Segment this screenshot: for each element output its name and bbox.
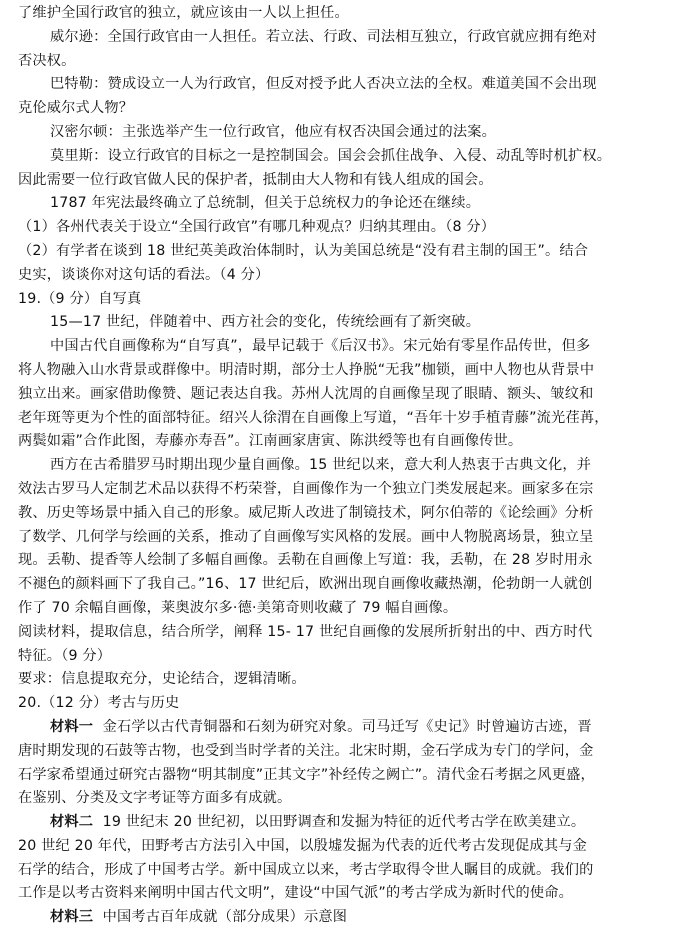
text-line xyxy=(18,311,686,335)
text-content: 工作是以考古资料来阐明中国古代文明”，建设“中国气派”的考古学成为新时代的使命。 xyxy=(18,885,573,902)
text-line xyxy=(18,526,686,550)
text-content: 20 世纪 20 年代，田野考古方法引入中国，以殷墟发掘为代表的近代考古发现促成其与金 xyxy=(18,837,587,854)
text-content: 两鬓如霜”合作此图，寿藤亦寿吾”。江南画家唐寅、陈洪绶等也有自画像传世。 xyxy=(18,433,523,450)
text-line xyxy=(18,383,686,407)
text-line xyxy=(18,2,686,26)
text-content: （1）各州代表关于设立“全国行政官”有哪几种观点？归纳其理由。（8 分） xyxy=(18,219,496,236)
text-content: 作了 70 余幅自画像，莱奥波尔多·德·美第奇则收藏了 79 幅自画像。 xyxy=(18,599,458,616)
text-line xyxy=(18,169,686,193)
text-line xyxy=(18,835,686,859)
text-content: 史实，谈谈你对这句话的看法。（4 分） xyxy=(18,266,270,283)
text-line xyxy=(18,811,686,835)
text-line xyxy=(18,359,686,383)
text-content: 因此需要一位行政官做人民的保护者，抵制由大人物和有钱人组成的国会。 xyxy=(18,171,493,188)
text-line xyxy=(18,50,686,74)
text-line xyxy=(18,692,686,716)
text-content: 要求：信息提取充分，史论结合，逻辑清晰。 xyxy=(18,671,306,688)
text-line xyxy=(18,764,686,788)
text-line xyxy=(18,192,686,216)
text-content: 中国考古百年成就（部分成果）示意图 xyxy=(93,909,348,926)
text-content: 阅读材料，提取信息，结合所学，阐释 15- 17 世纪自画像的发展所折射出的中、西方时代 xyxy=(18,623,593,640)
text-content: 特征。（9 分） xyxy=(18,647,112,664)
text-line xyxy=(18,26,686,50)
text-line xyxy=(18,740,686,764)
text-content: 15—17 世纪，伴随着中、西方社会的变化，传统绘画有了新突破。 xyxy=(50,314,481,331)
text-content: 石学的结合，形成了中国考古学。新中国成立以来，考古学取得令世人瞩目的成就。我们的 xyxy=(18,861,594,878)
text-content: 1787 年宪法最终确立了总统制，但关于总统权力的争论还在继续。 xyxy=(50,195,481,212)
material-label: 材料一 xyxy=(50,718,94,735)
material-label: 材料三 xyxy=(50,909,94,926)
text-line xyxy=(18,668,686,692)
text-content: 独立出来。画家借助像赞、题记表达自我。苏州人沈周的自画像呈现了眼睛、额头、皱纹和 xyxy=(18,385,594,402)
text-content: 效法古罗马人定制艺术品以获得不朽荣誉，自画像作为一个独立门类发展起来。画家多在宗 xyxy=(18,480,594,497)
text-line xyxy=(18,716,686,740)
text-content: 威尔逊：全国行政官由一人担任。若立法、行政、司法相互独立，行政官就应拥有绝对 xyxy=(50,28,597,45)
text-content: 中国古代自画像称为“自写真”，最早记载于《后汉书》。宋元始有零星作品传世，但多 xyxy=(50,338,591,355)
text-content: 了数学、几何学与绘画的关系，推动了自画像写实风格的发展。画中人物脱离场景，独立呈 xyxy=(18,528,594,545)
text-content: （2）有学者在谈到 18 世纪英美政治体制时，认为美国总统是“没有君主制的国王”。结合 xyxy=(18,242,589,259)
text-content: 了维护全国行政官的独立，就应该由一人以上担任。 xyxy=(18,5,349,21)
text-content: 金石学以古代青铜器和石刻为研究对象。司马迁写《史记》时曾遍访古迹，晋 xyxy=(93,718,592,735)
text-content: 现。丢勒、提香等人绘制了多幅自画像。丢勒在自画像上写道：我，丢勒，在 28 岁时用永 xyxy=(18,552,593,569)
text-content: 20.（12 分）考古与历史 xyxy=(18,695,180,712)
text-content: 克伦威尔式人物？ xyxy=(18,100,134,117)
text-line xyxy=(18,859,686,883)
text-line xyxy=(18,335,686,359)
text-line xyxy=(18,621,686,645)
text-line xyxy=(18,288,686,312)
text-content: 19.（9 分）自写真 xyxy=(18,290,142,307)
text-line xyxy=(18,145,686,169)
text-line xyxy=(18,216,686,240)
text-content: 唐时期发现的石鼓等古物，也受到当时学者的关注。北宋时期，金石学成为专门的学问，金 xyxy=(18,742,594,759)
text-line xyxy=(18,787,686,811)
text-content: 在鉴别、分类及文字考证等方面多有成就。 xyxy=(18,790,292,807)
text-line xyxy=(18,430,686,454)
text-line xyxy=(18,645,686,669)
text-line xyxy=(18,502,686,526)
text-content: 19 世纪末 20 世纪初，以田野调查和发掘为特征的近代考古学在欧美建立。 xyxy=(93,814,586,831)
text-line xyxy=(18,121,686,145)
text-content: 将人物融入山水背景或群像中。明清时期，部分士人挣脱“无我”枷锁，画中人物也从背景中 xyxy=(18,361,595,378)
text-content: 教、历史等场景中插入自己的形象。威尼斯人改进了制镜技术，阿尔伯蒂的《论绘画》分析 xyxy=(18,504,594,521)
text-line xyxy=(18,549,686,573)
text-content: 不褪色的颜料画下了我自己。”16、17 世纪后，欧洲出现自画像收藏热潮，伦勃朗一人就创 xyxy=(18,576,593,593)
text-line xyxy=(18,597,686,621)
text-line xyxy=(18,454,686,478)
material-label: 材料二 xyxy=(50,814,94,831)
text-content: 西方在古希腊罗马时期出现少量自画像。15 世纪以来，意大利人热衷于古典文化，并 xyxy=(50,457,592,474)
text-content: 莫里斯：设立行政官的目标之一是控制国会。国会会抓住战争、入侵、动乱等时机扩权。 xyxy=(50,147,612,164)
text-content: 石学家希望通过研究古器物“明其制度”正其文字”补经传之阙亡”。清代金石考据之风更盛， xyxy=(18,766,595,783)
text-line xyxy=(18,407,686,431)
text-content: 否决权。 xyxy=(18,52,76,69)
text-line xyxy=(18,573,686,597)
text-line xyxy=(18,264,686,288)
text-line xyxy=(18,882,686,906)
text-line xyxy=(18,478,686,502)
text-line xyxy=(18,97,686,121)
text-content: 老年斑等更为个性的面部特征。绍兴人徐渭在自画像上写道，“吾年十岁手植青藤”流光荏苒， xyxy=(18,409,609,426)
text-content: 汉密尔顿：主张选举产生一位行政官，他应有权否决国会通过的法案。 xyxy=(50,123,497,140)
text-line xyxy=(18,240,686,264)
text-line xyxy=(18,906,686,930)
text-line xyxy=(18,73,686,97)
text-content: 巴特勒：赞成设立一人为行政官，但反对授予此人否决立法的全权。难道美国不会出现 xyxy=(50,76,597,93)
